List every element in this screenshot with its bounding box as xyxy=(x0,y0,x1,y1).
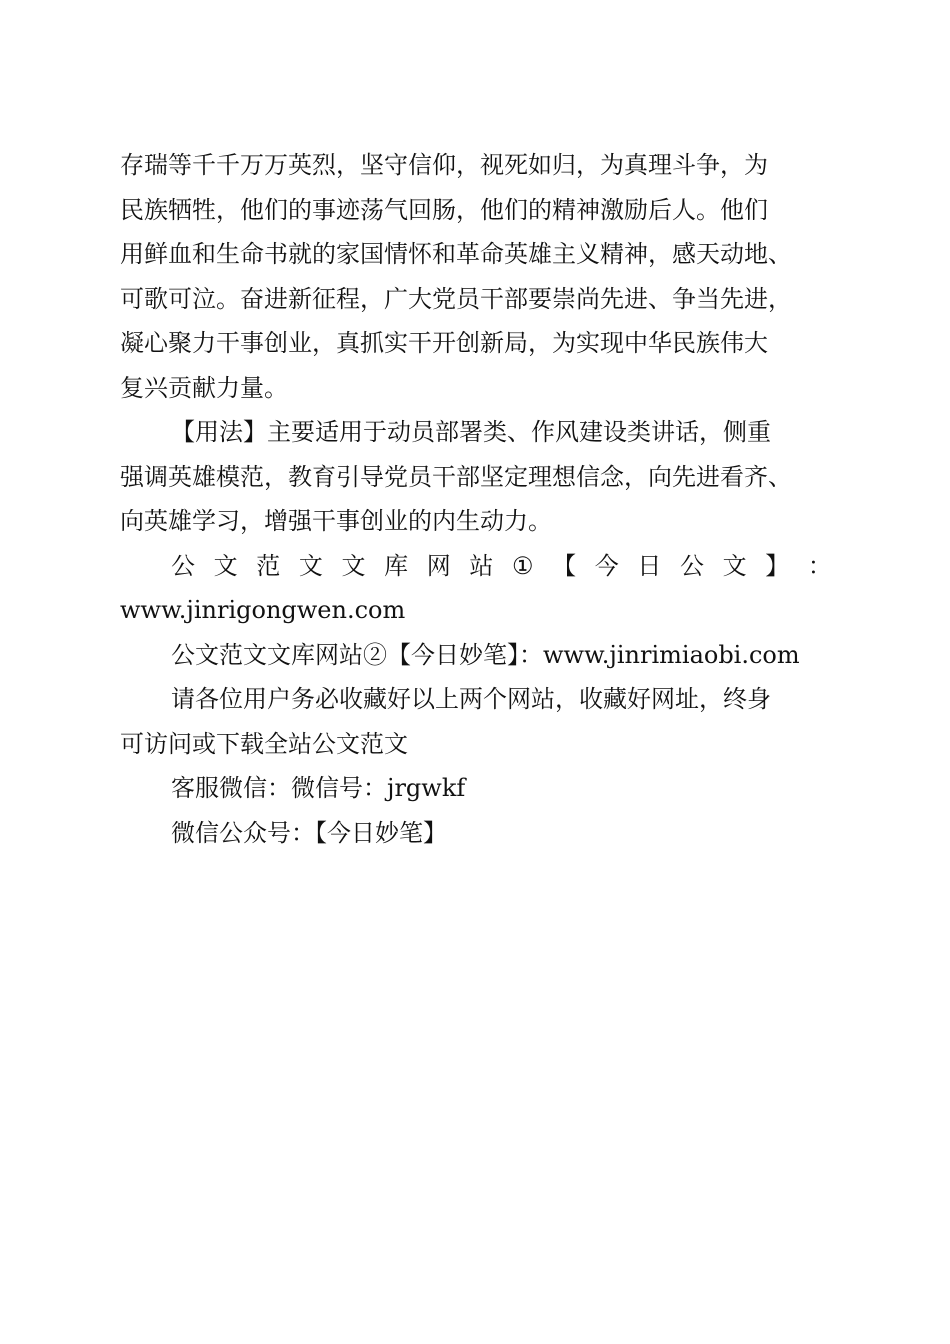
text-line: 向英雄学习，增强干事创业的内生动力。 xyxy=(120,507,552,535)
site-1-char: 站 xyxy=(469,551,494,580)
site-1-char: 【 xyxy=(552,551,577,580)
site-1-char: 公 xyxy=(680,551,705,580)
site-1-char: 日 xyxy=(637,551,662,580)
text-line: 强调英雄模范，教育引导党员干部坚定理想信念，向先进看齐、 xyxy=(120,462,792,491)
text-line: 请各位用户务必收藏好以上两个网站，收藏好网址，终身 xyxy=(171,685,771,713)
service-wechat: 客服微信：微信号：jrgwkf xyxy=(171,774,466,802)
site-1-char: 公 xyxy=(171,551,195,580)
site-1-char: 文 xyxy=(722,551,747,580)
site-1-char: 今 xyxy=(594,551,619,580)
paragraph-notice xyxy=(120,677,832,766)
text-line: 复兴贡献力量。 xyxy=(120,373,288,402)
paragraph-site-2 xyxy=(120,633,832,678)
site-1-char: 文 xyxy=(341,551,366,580)
site-1-char: 范 xyxy=(256,551,281,580)
paragraph-usage xyxy=(120,410,832,544)
text-line: 可访问或下载全站公文范文 xyxy=(120,729,408,758)
paragraph-heroes xyxy=(120,143,832,410)
site-1-char: 】 xyxy=(765,551,790,580)
site-1-char: 文 xyxy=(298,551,323,580)
paragraph-site-1 xyxy=(120,544,832,633)
text-line: 凝心聚力干事创业，真抓实干开创新局，为实现中华民族伟大 xyxy=(120,329,768,357)
official-account: 微信公众号：【今日妙笔】 xyxy=(171,818,447,847)
site-1-char: 库 xyxy=(384,551,409,580)
paragraph-service xyxy=(120,766,832,811)
text-line: 民族牺牲，他们的事迹荡气回肠，他们的精神激励后人。他们 xyxy=(120,195,768,224)
text-line: 存瑞等千千万万英烈，坚守信仰，视死如归，为真理斗争，为 xyxy=(120,151,768,179)
site-1-char: 文 xyxy=(213,551,238,580)
paragraph-official-account xyxy=(120,811,832,856)
site-1-char: ① xyxy=(512,551,534,580)
site-1-char: ： xyxy=(807,551,832,580)
text-line: 可歌可泣。奋进新征程，广大党员干部要崇尚先进、争当先进， xyxy=(120,284,792,313)
text-line: 【用法】主要适用于动员部署类、作风建设类讲话，侧重 xyxy=(171,418,771,446)
site-1-url: www.jinrigongwen.com xyxy=(120,596,406,624)
site-1-char: 网 xyxy=(426,551,451,580)
site-1-label xyxy=(120,544,832,589)
site-2-line: 公文范文文库网站②【今日妙笔】：www.jinrimiaobi.com xyxy=(171,640,800,669)
text-line: 用鲜血和生命书就的家国情怀和革命英雄主义精神，感天动地、 xyxy=(120,240,792,268)
document-body xyxy=(120,143,832,855)
